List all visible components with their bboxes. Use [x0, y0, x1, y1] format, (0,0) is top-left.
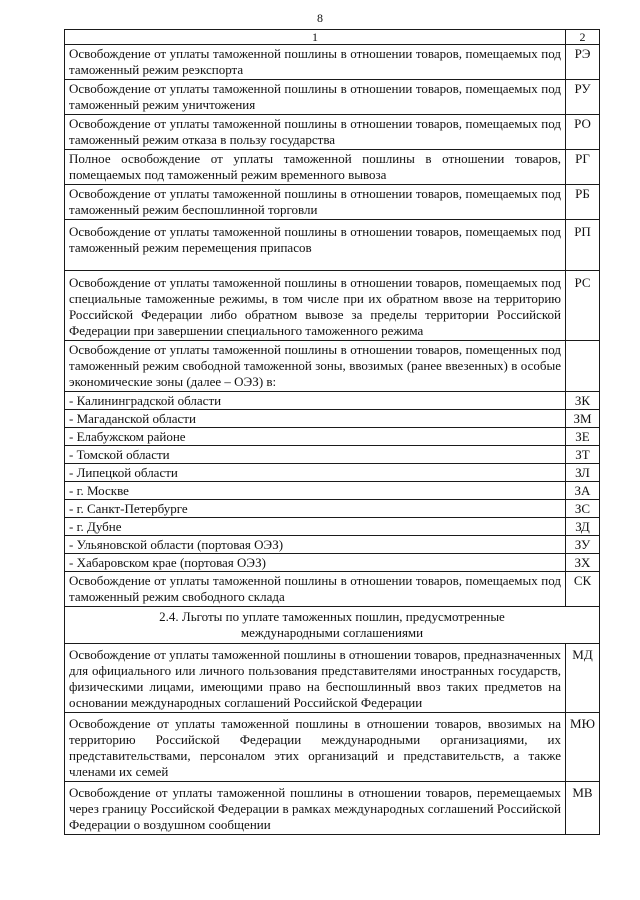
benefit-code: РО — [566, 115, 600, 150]
zone-intro-code — [566, 341, 600, 392]
zone-code: ЗУ — [566, 536, 600, 554]
page-number: 8 — [317, 11, 323, 25]
zone-list-item — [65, 500, 600, 518]
table-row — [65, 220, 600, 271]
table-row — [65, 115, 600, 150]
benefit-code: СК — [566, 572, 600, 607]
column-1-header: 1 — [65, 30, 566, 45]
zone-list-item — [65, 464, 600, 482]
benefit-code: РУ — [566, 80, 600, 115]
zone-code: ЗД — [566, 518, 600, 536]
zone-list-item — [65, 482, 600, 500]
table-row — [65, 45, 600, 80]
benefit-description: Освобождение от уплаты таможенной пошлины в отношении товаров, помещаемых под таможенный режим отказа в пользу государства — [65, 115, 566, 150]
zone-list-item — [65, 518, 600, 536]
benefit-description: Освобождение от уплаты таможенной пошлины в отношении товаров, ввозимых на территорию Российской Федерации международными организациями, их представительствами, персоналом этих организаций и представительств, а также членами их семей — [65, 713, 566, 782]
zone-code: ЗС — [566, 500, 600, 518]
benefit-description: Освобождение от уплаты таможенной пошлины в отношении товаров, перемещаемых через границу Российской Федерации в рамках международных соглашений Российской Федерации о воздушном сообщении — [65, 782, 566, 835]
section-heading-row — [65, 607, 600, 644]
zone-list-item — [65, 410, 600, 428]
zone-intro-text: Освобождение от уплаты таможенной пошлины в отношении товаров, помещенных под таможенный режим свободной таможенной зоны, ввозимых (ранее ввезенных) в особые экономические зоны (далее – ОЭЗ) в: — [65, 341, 566, 392]
section-heading: 2.4. Льготы по уплате таможенных пошлин, предусмотренные международными соглашениями — [65, 607, 600, 644]
table-row-zone-intro — [65, 341, 600, 392]
zone-name: - г. Дубне — [65, 518, 566, 536]
benefit-description: Освобождение от уплаты таможенной пошлины в отношении товаров, помещаемых под таможенный режим перемещения припасов — [65, 220, 566, 271]
benefit-code: МД — [566, 644, 600, 713]
table-row — [65, 150, 600, 185]
benefit-code: МВ — [566, 782, 600, 835]
benefit-code: РГ — [566, 150, 600, 185]
benefit-code: РБ — [566, 185, 600, 220]
table-row — [65, 572, 600, 607]
benefit-description: Освобождение от уплаты таможенной пошлины в отношении товаров, помещаемых под таможенный режим беспошлинной торговли — [65, 185, 566, 220]
zone-name: - Липецкой области — [65, 464, 566, 482]
zone-list-item — [65, 554, 600, 572]
zone-code: ЗК — [566, 392, 600, 410]
benefit-description: Освобождение от уплаты таможенной пошлины в отношении товаров, предназначенных для официального или личного пользования представителями иностранных государств, физическими лицами, имеющими право на беспошлинный ввоз таких предметов на основании международных соглашений Российской Федерации — [65, 644, 566, 713]
table-header-row — [65, 30, 600, 45]
benefits-table — [64, 29, 600, 835]
column-2-header: 2 — [566, 30, 600, 45]
zone-name: - Ульяновской области (портовая ОЭЗ) — [65, 536, 566, 554]
zone-code: ЗХ — [566, 554, 600, 572]
benefit-code: РС — [566, 271, 600, 341]
table-row — [65, 80, 600, 115]
zone-name: - г. Санкт-Петербурге — [65, 500, 566, 518]
table-row — [65, 185, 600, 220]
benefit-description: Освобождение от уплаты таможенной пошлины в отношении товаров, помещаемых под специальные таможенные режимы, в том числе при их обратном ввозе на территорию Российской Федерации либо обратном вывозе за пределы территории Российской Федерации при завершении специального таможенного режима — [65, 271, 566, 341]
table-row — [65, 644, 600, 713]
benefit-description: Освобождение от уплаты таможенной пошлины в отношении товаров, помещаемых под таможенный режим уничтожения — [65, 80, 566, 115]
zone-code: ЗЛ — [566, 464, 600, 482]
table-row — [65, 782, 600, 835]
benefit-description: Освобождение от уплаты таможенной пошлины в отношении товаров, помещаемых под таможенный режим реэкспорта — [65, 45, 566, 80]
zone-name: - Елабужском районе — [65, 428, 566, 446]
zone-name: - Калининградской области — [65, 392, 566, 410]
benefit-code: РЭ — [566, 45, 600, 80]
zone-code: ЗТ — [566, 446, 600, 464]
zone-list-item — [65, 392, 600, 410]
zone-code: ЗМ — [566, 410, 600, 428]
zone-code: ЗА — [566, 482, 600, 500]
zone-list-item — [65, 536, 600, 554]
zone-name: - г. Москве — [65, 482, 566, 500]
zone-name: - Хабаровском крае (портовая ОЭЗ) — [65, 554, 566, 572]
zone-name: - Магаданской области — [65, 410, 566, 428]
zone-list-item — [65, 428, 600, 446]
benefit-description: Полное освобождение от уплаты таможенной пошлины в отношении товаров, помещаемых под таможенный режим временного вывоза — [65, 150, 566, 185]
benefit-description: Освобождение от уплаты таможенной пошлины в отношении товаров, помещаемых под таможенный режим свободного склада — [65, 572, 566, 607]
zone-list-item — [65, 446, 600, 464]
zone-code: ЗЕ — [566, 428, 600, 446]
benefit-code: МЮ — [566, 713, 600, 782]
table-row — [65, 713, 600, 782]
zone-name: - Томской области — [65, 446, 566, 464]
table-row — [65, 271, 600, 341]
benefit-code: РП — [566, 220, 600, 271]
